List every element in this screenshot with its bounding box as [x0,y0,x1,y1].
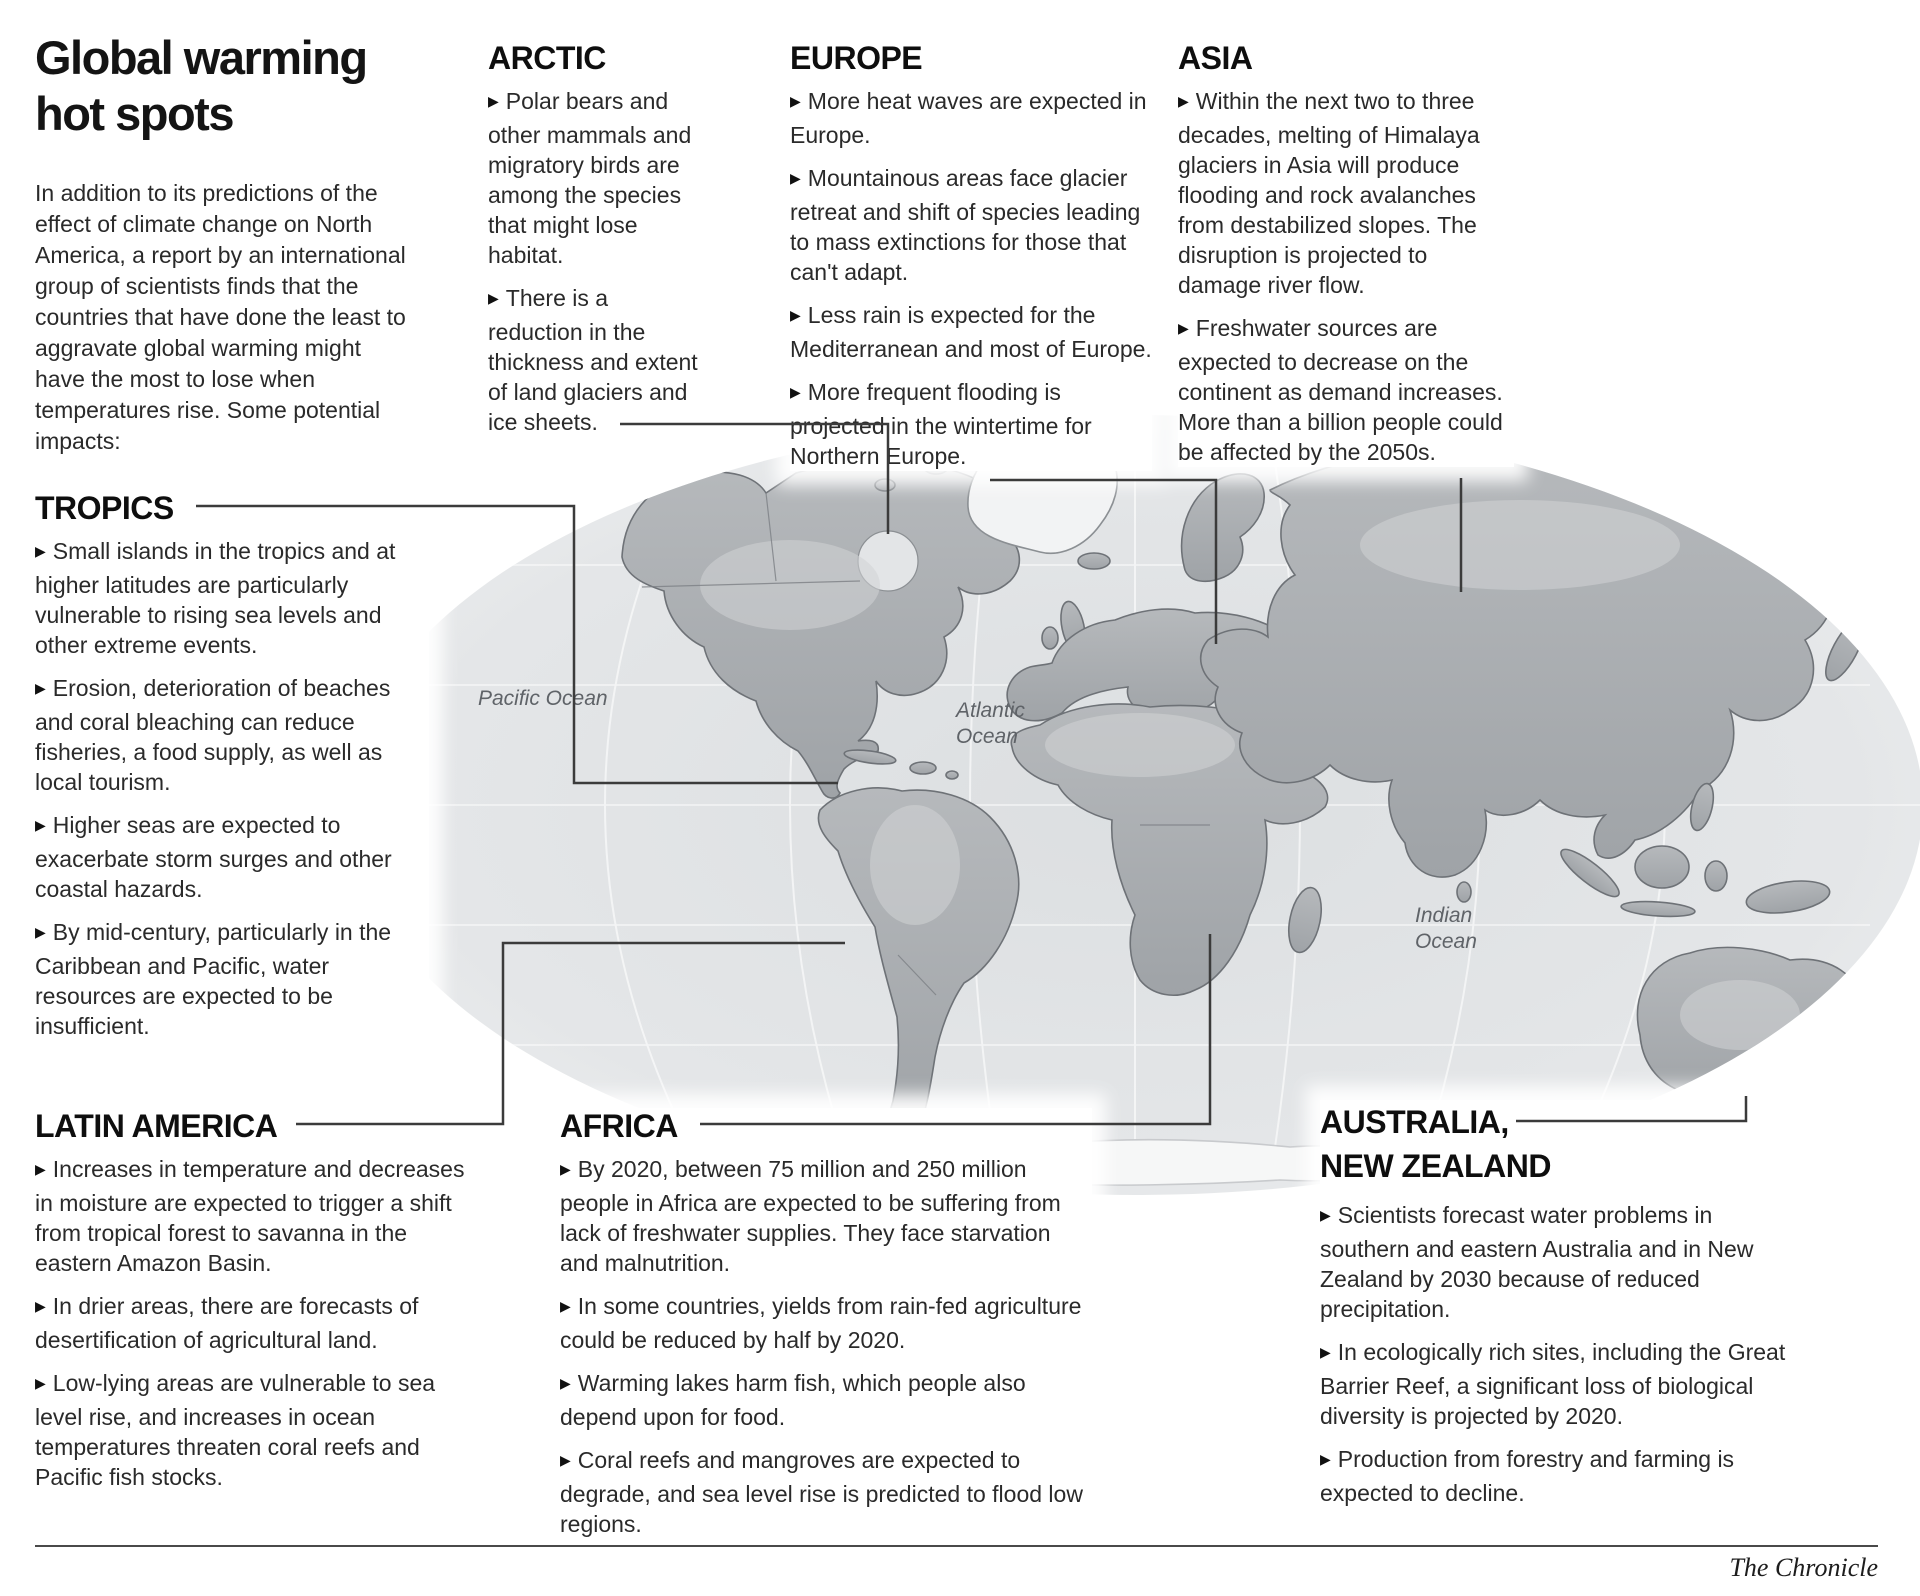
section-europe [790,40,1152,471]
bullet-item [560,1291,1092,1355]
bullet-item [35,810,429,904]
bullet-arrow-icon: ▶ [1178,321,1189,337]
bullet-text: Polar bears and other mammals and migratory birds are among the species that might lose habitat. [488,88,692,268]
section-title-asia: ASIA [1178,40,1253,76]
bullet-arrow-icon: ▶ [1320,1208,1331,1224]
bullet-arrow-icon: ▶ [560,1162,571,1178]
bullet-item [1178,86,1514,300]
bullet-item [35,536,429,660]
page-title [35,30,367,142]
bullet-arrow-icon: ▶ [35,925,46,941]
section-australia-new-zealand [1320,1100,1794,1508]
bullet-item [1320,1444,1794,1508]
section-asia [1178,40,1514,467]
bullet-text: More heat waves are expected in Europe. [790,88,1147,148]
bullet-item [560,1368,1092,1432]
ocean-label-atlantic: Atlantic Ocean [956,699,1025,748]
section-tropics [35,490,429,1041]
bullet-arrow-icon: ▶ [35,1299,46,1315]
world-map-graphic [340,395,1920,1205]
bullet-arrow-icon: ▶ [35,681,46,697]
section-title-australia-line2: NEW ZEALAND [1320,1148,1551,1184]
bullet-text: Increases in temperature and decreases in moisture are expected to trigger a shift from tropical forest to savanna in the eastern Amazon Basin. [35,1156,465,1276]
bullet-item [1178,313,1514,467]
section-title-latin-america: LATIN AMERICA [35,1108,278,1144]
japan-north-island [1856,592,1880,622]
bullet-item [35,673,429,797]
tasmania [1791,1120,1813,1136]
bullet-item [1320,1200,1794,1324]
bullet-item [790,86,1152,150]
bullet-text: Production from forestry and farming is expected to decline. [1320,1446,1735,1506]
bullet-arrow-icon: ▶ [560,1453,571,1469]
bullet-text: In drier areas, there are forecasts of desertification of agricultural land. [35,1293,419,1353]
bullet-arrow-icon: ▶ [488,291,499,307]
bullet-text: Warming lakes harm fish, which people also depend upon for food. [560,1370,1026,1430]
bullet-item [1320,1337,1794,1431]
bullet-item [35,1154,487,1278]
bullet-text: In some countries, yields from rain-fed agriculture could be reduced by half by 2020. [560,1293,1082,1353]
ocean-label-pacific: Pacific Ocean [478,687,608,710]
bullet-item [35,1368,487,1492]
bullet-item [790,377,1152,471]
bullet-arrow-icon: ▶ [1178,94,1189,110]
iceland [1078,553,1110,569]
bullet-text: Erosion, deterioration of beaches and coral bleaching can reduce fisheries, a food supply, as well as local tourism. [35,675,391,795]
bullet-arrow-icon: ▶ [35,544,46,560]
bullet-text: Scientists forecast water problems in southern and eastern Australia and in New Zealand by 2030 because of reduced precipitation. [1320,1202,1754,1322]
bullet-arrow-icon: ▶ [1320,1345,1331,1361]
bullet-text: More frequent flooding is projected in the wintertime for Northern Europe. [790,379,1092,469]
bullet-item [35,1291,487,1355]
bullet-item [790,300,1152,364]
section-arctic [488,40,708,437]
world-map [340,395,1920,1205]
ocean-label-indian: Indian Ocean [1415,904,1477,953]
bullet-arrow-icon: ▶ [35,818,46,834]
bullet-text: Within the next two to three decades, melting of Himalaya glaciers in Asia will produce flooding and rock avalanches from destabilized slopes. The disruption is projected to damage river flow. [1178,88,1480,298]
bullet-item [488,283,708,437]
bullet-item [790,163,1152,287]
bullet-arrow-icon: ▶ [790,171,801,187]
bullet-item [488,86,708,270]
bullet-arrow-icon: ▶ [560,1299,571,1315]
bullet-arrow-icon: ▶ [1320,1452,1331,1468]
bullet-text: There is a reduction in the thickness and extent of land glaciers and ice sheets. [488,285,698,435]
bullet-arrow-icon: ▶ [35,1376,46,1392]
page-title-line1: Global warming [35,31,367,84]
bullet-arrow-icon: ▶ [35,1162,46,1178]
bullet-item [560,1154,1092,1278]
bullet-text: Small islands in the tropics and at higher latitudes are particularly vulnerable to rising sea levels and other extreme events. [35,538,396,658]
bullet-text: Freshwater sources are expected to decrease on the continent as demand increases. More than a billion people could be affected by the 2050s. [1178,315,1503,465]
intro-paragraph: In addition to its predictions of the effect of climate change on North America, a report by an international group of scientists finds that the countries that have done the least to aggravate global warming might have the most to lose when temperatures rise. Some potential impacts: [35,178,411,457]
bullet-arrow-icon: ▶ [488,94,499,110]
bullet-arrow-icon: ▶ [790,94,801,110]
ireland [1042,627,1058,649]
bullet-text: In ecologically rich sites, including the Great Barrier Reef, a significant loss of biological diversity is projected by 2020. [1320,1339,1786,1429]
bullet-text: By mid-century, particularly in the Caribbean and Pacific, water resources are expected to be insufficient. [35,919,392,1039]
bullet-arrow-icon: ▶ [790,385,801,401]
section-latin-america [35,1108,487,1492]
bullet-item [560,1445,1092,1539]
page-title-line2: hot spots [35,87,233,140]
new-zealand [1860,1072,1908,1158]
credit-text: The Chronicle [1729,1553,1878,1582]
section-title-tropics: TROPICS [35,490,174,526]
bullet-arrow-icon: ▶ [560,1376,571,1392]
bullet-text: Higher seas are expected to exacerbate storm surges and other coastal hazards. [35,812,392,902]
bullet-text: Less rain is expected for the Mediterranean and most of Europe. [790,302,1152,362]
bullet-text: By 2020, between 75 million and 250 million people in Africa are expected to be suffering from lack of freshwater supplies. They face starvation and malnutrition. [560,1156,1061,1276]
bullet-arrow-icon: ▶ [790,308,801,324]
bullet-item [35,917,429,1041]
section-title-arctic: ARCTIC [488,40,606,76]
bullet-text: Low-lying areas are vulnerable to sea level rise, and increases in ocean temperatures threaten coral reefs and Pacific fish stocks. [35,1370,436,1490]
section-title-europe: EUROPE [790,40,923,76]
section-africa [560,1108,1092,1539]
bullet-text: Coral reefs and mangroves are expected to degrade, and sea level rise is predicted to flood low regions. [560,1447,1083,1537]
section-title-australia-line1: AUSTRALIA, [1320,1104,1509,1140]
bullet-text: Mountainous areas face glacier retreat and shift of species leading to mass extinctions for those that can't adapt. [790,165,1141,285]
footer-divider [35,1545,1878,1547]
section-title-africa: AFRICA [560,1108,678,1144]
